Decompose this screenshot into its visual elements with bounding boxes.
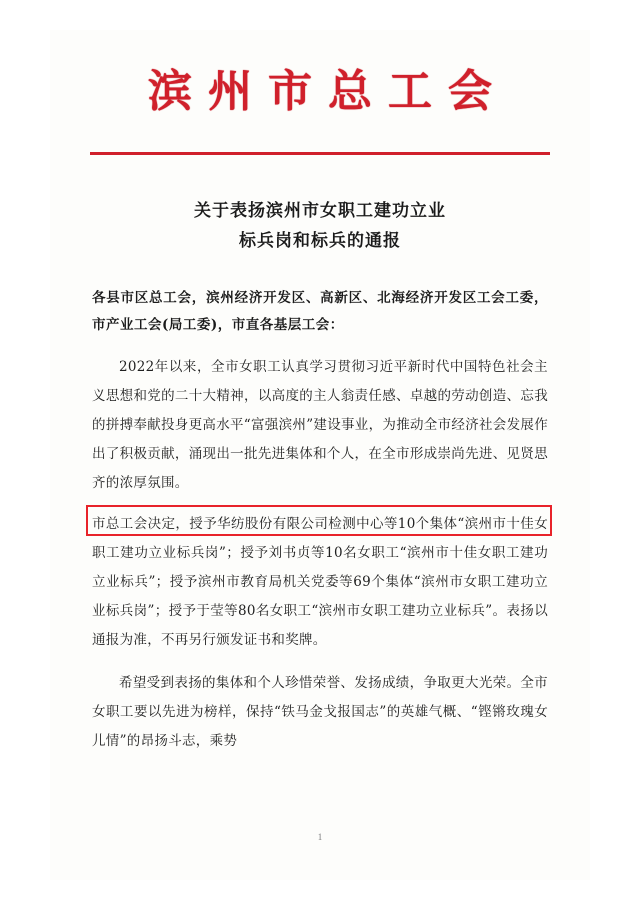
salutation-text: 各县市区总工会，滨州经济开发区、高新区、北海经济开发区工会工委，市产业工会(局工委)，市直各基层工会： (92, 289, 548, 333)
page-number: 1 (317, 832, 323, 842)
document-sheet (50, 30, 590, 880)
document-title-line-1: 关于表扬滨州市女职工建功立业 (194, 201, 446, 222)
body-paragraph-decision (92, 510, 548, 655)
paragraph-2 (92, 510, 548, 655)
organization-masthead: 滨州市总工会 (148, 66, 508, 117)
paragraph-3: 希望受到表扬的集体和个人珍惜荣誉、发扬成绩，争取更大光荣。全市女职工要以先进为榜样，保持“铁马金戈报国志”的英雄气概、“铿锵玫瑰女儿情”的昂扬斗志，乘势 (92, 675, 548, 750)
highlighted-paragraph-wrapper (92, 510, 548, 655)
paragraph-1: 2022年以来，全市女职工认真学习贯彻习近平新时代中国特色社会主义思想和党的二十大精神，以高度的主人翁责任感、卓越的劳动创造、忘我的拼搏奉献投身更高水平“富强滨州”建设事业，为推动全市经济社会发展作出了积极贡献，涌现出一批先进集体和个人，在全市形成崇尚先进、见贤思齐的浓厚氛围。 (92, 358, 549, 491)
document-title (110, 197, 530, 257)
document-title-line-2: 标兵岗和标兵的通报 (239, 231, 401, 252)
red-divider-rule (90, 152, 550, 155)
body-paragraph-closing (92, 669, 548, 756)
decision-rest-text: 集体“滨州市十佳女职工建功立业标兵岗”；授予刘书贞等10名女职工“滨州市十佳女职工建功立业标兵”；授予滨州市教育局机关党委等69个集体“滨州市女职工建功立业标兵岗”；授予于莹等80名女职工“滨州市女职工建功立业标兵”。表扬以通报为准，不再另行颁发证书和奖牌。 (92, 515, 548, 649)
decision-highlight-text: 市总工会决定，授予华纺股份有限公司检测中心等10个 (92, 515, 430, 532)
body-paragraph-first (92, 353, 548, 498)
